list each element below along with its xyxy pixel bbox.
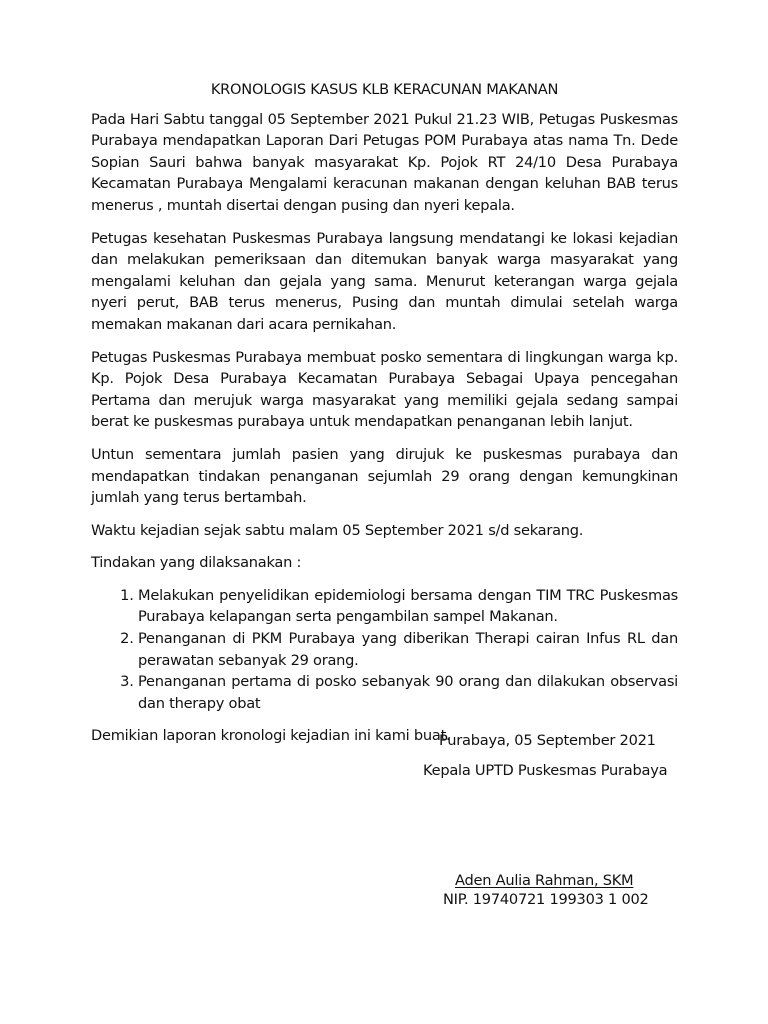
signer-position: Kepala UPTD Puskesmas Purabaya: [423, 762, 668, 779]
paragraph-time: Waktu kejadian sejak sabtu malam 05 September 2021 s/d sekarang.: [91, 521, 584, 539]
paragraph-patients: Untun sementara jumlah pasien yang dirujuk ke puskesmas purabaya dan mendapatkan tindakan penanganan sejumlah 29 orang dengan kemungkinan jumlah yang terus bertambah.: [91, 445, 678, 507]
list-item: 1. Melakukan penyelidikan epidemiologi bersama dengan TIM TRC Puskesmas Purabaya kelapangan serta pengambilan sampel Makanan.: [138, 585, 678, 628]
paragraph-post: Petugas Puskesmas Purabaya membuat posko sementara di lingkungan warga kp. Kp. Pojok Desa Purabaya Kecamatan Purabaya Sebagai Upaya pencegahan Pertama dan merujuk warga masyarakat yang memiliki gejala sedang sampai berat ke puskesmas purabaya untuk mendapatkan penanganan lebih lanjut.: [91, 348, 678, 431]
signer-name: Aden Aulia Rahman, SKM: [455, 872, 634, 889]
signer-nip: NIP. 19740721 199303 1 002: [443, 891, 649, 908]
document-body: [91, 79, 678, 758]
paragraph-report: Pada Hari Sabtu tanggal 05 September 2021 Pukul 21.23 WIB, Petugas Puskesmas Purabaya mendapatkan Laporan Dari Petugas POM Purabaya atas nama Tn. Dede Sopian Sauri bahwa banyak masyarakat Kp. Pojok RT 24/10 Desa Purabaya Kecamatan Purabaya Mengalami keracunan makanan dengan keluhan BAB terus menerus , muntah disertai dengan pusing dan nyeri kepala.: [91, 110, 678, 214]
list-item: 3. Penanganan pertama di posko sebanyak 90 orang dan dilakukan observasi dan therapy obat: [138, 671, 678, 714]
document-title: KRONOLOGIS KASUS KLB KERACUNAN MAKANAN: [210, 81, 559, 98]
list-item: 2. Penanganan di PKM Purabaya yang diberikan Therapi cairan Infus RL dan perawatan sebanyak 29 orang.: [138, 628, 678, 671]
actions-list: [91, 585, 678, 715]
paragraph-investigation: Petugas kesehatan Puskesmas Purabaya langsung mendatangi ke lokasi kejadian dan melakukan pemeriksaan dan ditemukan banyak warga masyarakat yang mengalami keluhan dan gejala yang sama. Menurut keterangan warga gejala nyeri perut, BAB terus menerus, Pusing dan muntah dimulai setelah warga memakan makanan dari acara pernikahan.: [91, 229, 678, 333]
closing-statement: Demikian laporan kronologi kejadian ini kami buat.: [91, 727, 451, 745]
place-date: Purabaya, 05 September 2021: [439, 732, 656, 749]
actions-heading: Tindakan yang dilaksanakan :: [91, 554, 302, 572]
